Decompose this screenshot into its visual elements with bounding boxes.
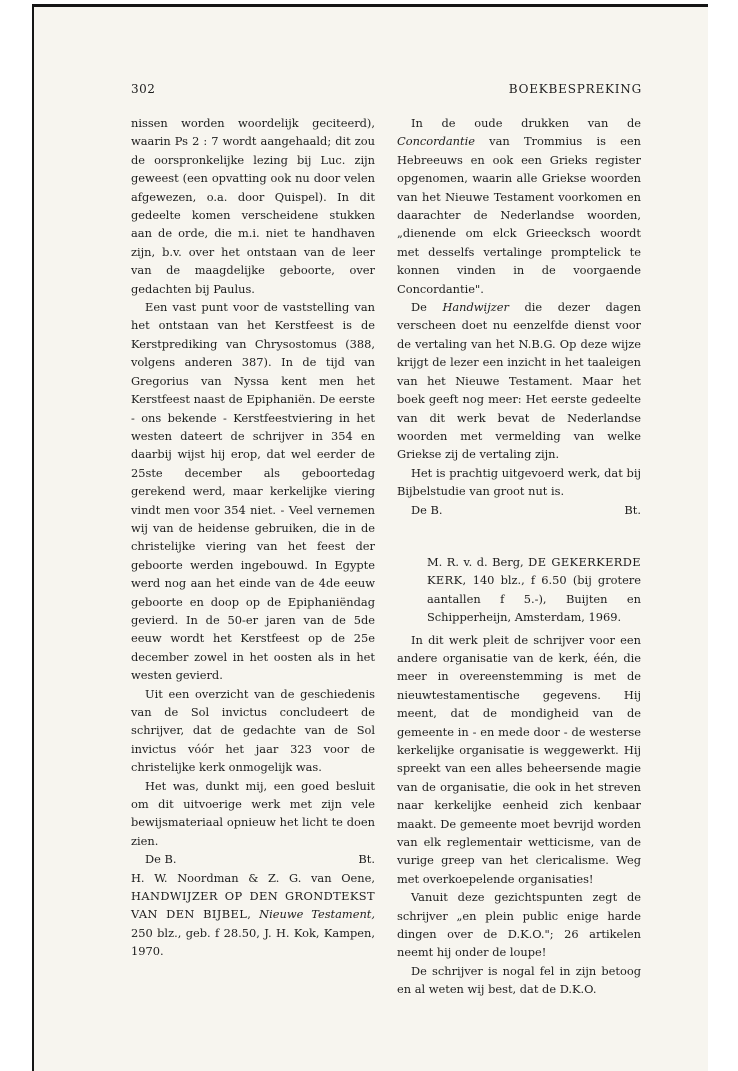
paragraph: In dit werk pleit de schrijver voor een andere organisatie van de kerk, één, die meer in overeenstemming is met de nieuwtestamentische gegevens. Hij meent, dat de mondigheid van de gemeente in - en mede door - de westerse kerkelijke organisatie is weggewerkt. Hij spreekt van een alles beheersende magie van de organisatie, die ook in het streven naar kerkelijke eenheid zich kenbaar maakt. De gemeente moet bevrijd worden van elk reglementair wetticisme, van de vurige greep van het clericalisme. Weg met overkoepelende organisaties!: [397, 632, 641, 886]
italic-title: Handwijzer: [442, 300, 509, 315]
book-reference: [427, 553, 641, 627]
paragraph: [397, 298, 641, 464]
text-run: De: [411, 300, 443, 315]
book-title: HANDWIJZER OP DEN GRONDTEKST VAN DEN BIJBEL,: [131, 889, 375, 922]
paragraph: nissen worden woordelijk geciteerd), waarin Ps 2 : 7 wordt aangehaald; dit zou de oorspronkelijke lezing bij Luc. zijn geweest (een opvatting ook nu door velen afgewezen, o.a. door Quispel). In dit gedeelte komen verscheidene stukken aan de orde, die m.i. niet te handhaven zijn, b.v. over het ontstaan van de leer van de maagdelijke geboorte, over gedachten bij Paulus.: [131, 116, 375, 296]
paragraph: Het was, dunkt mij, een goed besluit om dit uitvoerige werk met zijn vele bewijsmateriaal opnieuw het licht te doen zien.: [131, 778, 375, 848]
signature-abbrev: Bt.: [358, 852, 375, 867]
signature-line: [397, 501, 641, 519]
signature-initials: De B.: [145, 852, 177, 867]
signature-line: [131, 850, 375, 868]
paragraph: Vanuit deze gezichtspunten zegt de schrijver „en plein public enige harde dingen over de D.K.O."; 26 artikelen neemt hij onder de loupe!: [397, 890, 641, 960]
book-details: 250 blz., geb. f 28.50, J. H. Kok, Kampen, 1970.: [131, 925, 375, 959]
page-number: 302: [131, 82, 156, 96]
book-subtitle: Nieuwe Testament,: [259, 907, 376, 922]
paragraph: Uit een overzicht van de geschiedenis van de Sol invictus concludeert de schrijver, dat de gedachte van de Sol invictus vóór het jaar 323 voor de christelijke kerk onmogelijk was.: [131, 686, 375, 775]
book-reference: [131, 869, 375, 961]
text-run: die dezer dagen verscheen doet nu eenzelfde dienst voor de vertaling van het N.B.G. Op deze wijze krijgt de lezer een inzicht in het taaleigen van het Nieuwe Testament. Maar het boek geeft nog meer: Het eerste gedeelte van dit werk bevat de Nederlandse woorden met vermelding van welke Griekse zij de vertaling zijn.: [397, 300, 641, 462]
book-authors: H. W. Noordman & Z. G. van Oene,: [131, 870, 375, 885]
italic-title: Concordantie: [397, 134, 475, 149]
book-details: 140 blz., f 6.50 (bij grotere aantallen f 5.-), Buijten en Schipperheijn, Amsterdam, 1969.: [427, 573, 641, 625]
book-author: M. R. v. d. Berg,: [427, 554, 529, 569]
left-column: [131, 114, 375, 961]
running-title: BOEKBESPREKING: [508, 82, 642, 96]
paragraph: Een vast punt voor de vaststelling van het ontstaan van het Kerstfeest is de Kerstprediking van Chrysostomus (388, volgens anderen 387). In de tijd van Gregorius van Nyssa kent men het Kerstfeest naast de Epiphaniën. De eerste - ons bekende - Kerstfeestviering in het westen dateert de schrijver in 354 en daarbij wijst hij erop, dat wel eerder de 25ste december als geboortedag gerekend werd, maar kerkelijke viering vindt men voor 354 niet. - Veel vernemen wij van de heidense gebruiken, die in de christelijke viering van het feest der geboorte werden ingebouwd. In Egypte werd nog aan het einde van de 4de eeuw geboorte en doop op de Epiphaniëndag gevierd. In de 50-er jaren van de 5de eeuw wordt het Kerstfeest op de 25e december zowel in het oosten als in het westen gevierd.: [131, 300, 375, 683]
signature-abbrev: Bt.: [624, 502, 641, 517]
text-run: van Trommius is een Hebreeuws en ook een Grieks register opgenomen, waarin alle Griekse woorden van het Nieuwe Testament voorkomen en daarachter de Nederlandse woorden, „dienende om elck Grieecksch woordt met desselfs vertalinge promptelick te konnen vinden in de voorgaende Concordantie".: [397, 134, 641, 296]
paragraph: Het is prachtig uitgevoerd werk, dat bij Bijbelstudie van groot nut is.: [397, 465, 641, 499]
paragraph: De schrijver is nogal fel in zijn betoog en al weten wij best, dat de D.K.O.: [397, 963, 641, 997]
right-column: [397, 114, 641, 999]
text-run: In de oude drukken van de: [411, 116, 641, 130]
book-title: DE GEKERKERDE KERK,: [427, 554, 642, 588]
signature-initials: De B.: [411, 502, 443, 517]
paragraph: [397, 114, 641, 298]
